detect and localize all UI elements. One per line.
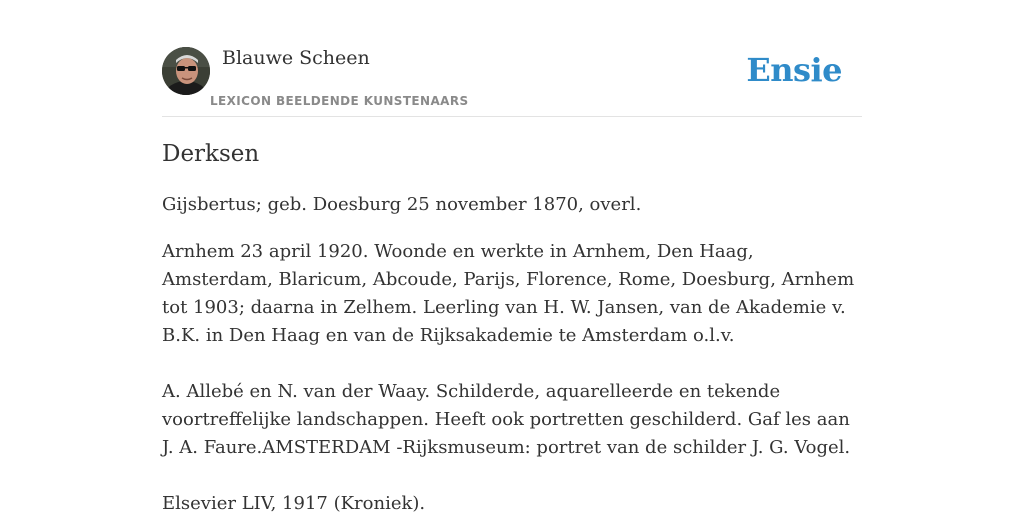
entry-paragraph: Elsevier LIV, 1917 (Kroniek). (162, 493, 426, 512)
entry-paragraph: Arnhem 23 april 1920. Woonde en werkte in Arnhem, Den Haag, Amsterdam, Blaricum, Abcoude, Parijs, Florence, Rome, Doesburg, Arnhem tot 1903; daarna in Zelhem. Leerling van H. W. Jansen, van de Akademie v. B.K. in Den Haag en van de Rijksakademie te Amsterdam o.l.v. (162, 241, 855, 346)
brand-logo[interactable]: Ensie (746, 51, 842, 89)
entry-lead: Gijsbertus; geb. Doesburg 25 november 1870, overl. (162, 194, 642, 215)
entry-title: Derksen (162, 141, 260, 167)
entry-paragraph: A. Allebé en N. van der Waay. Schilderde, aquarelleerde en tekende voortreffelijke landschappen. Heeft ook portretten geschilderd. Gaf les aan J. A. Faure.AMSTERDAM -Rijksmuseum: portret van de schilder J. G. Vogel. (162, 381, 851, 458)
entry-header (162, 46, 862, 117)
author-name[interactable]: Blauwe Scheen (222, 47, 370, 69)
category-label[interactable]: LEXICON BEELDENDE KUNSTENAARS (210, 94, 469, 108)
entry-content (162, 136, 866, 512)
avatar-image (162, 47, 210, 95)
avatar[interactable] (162, 47, 210, 95)
